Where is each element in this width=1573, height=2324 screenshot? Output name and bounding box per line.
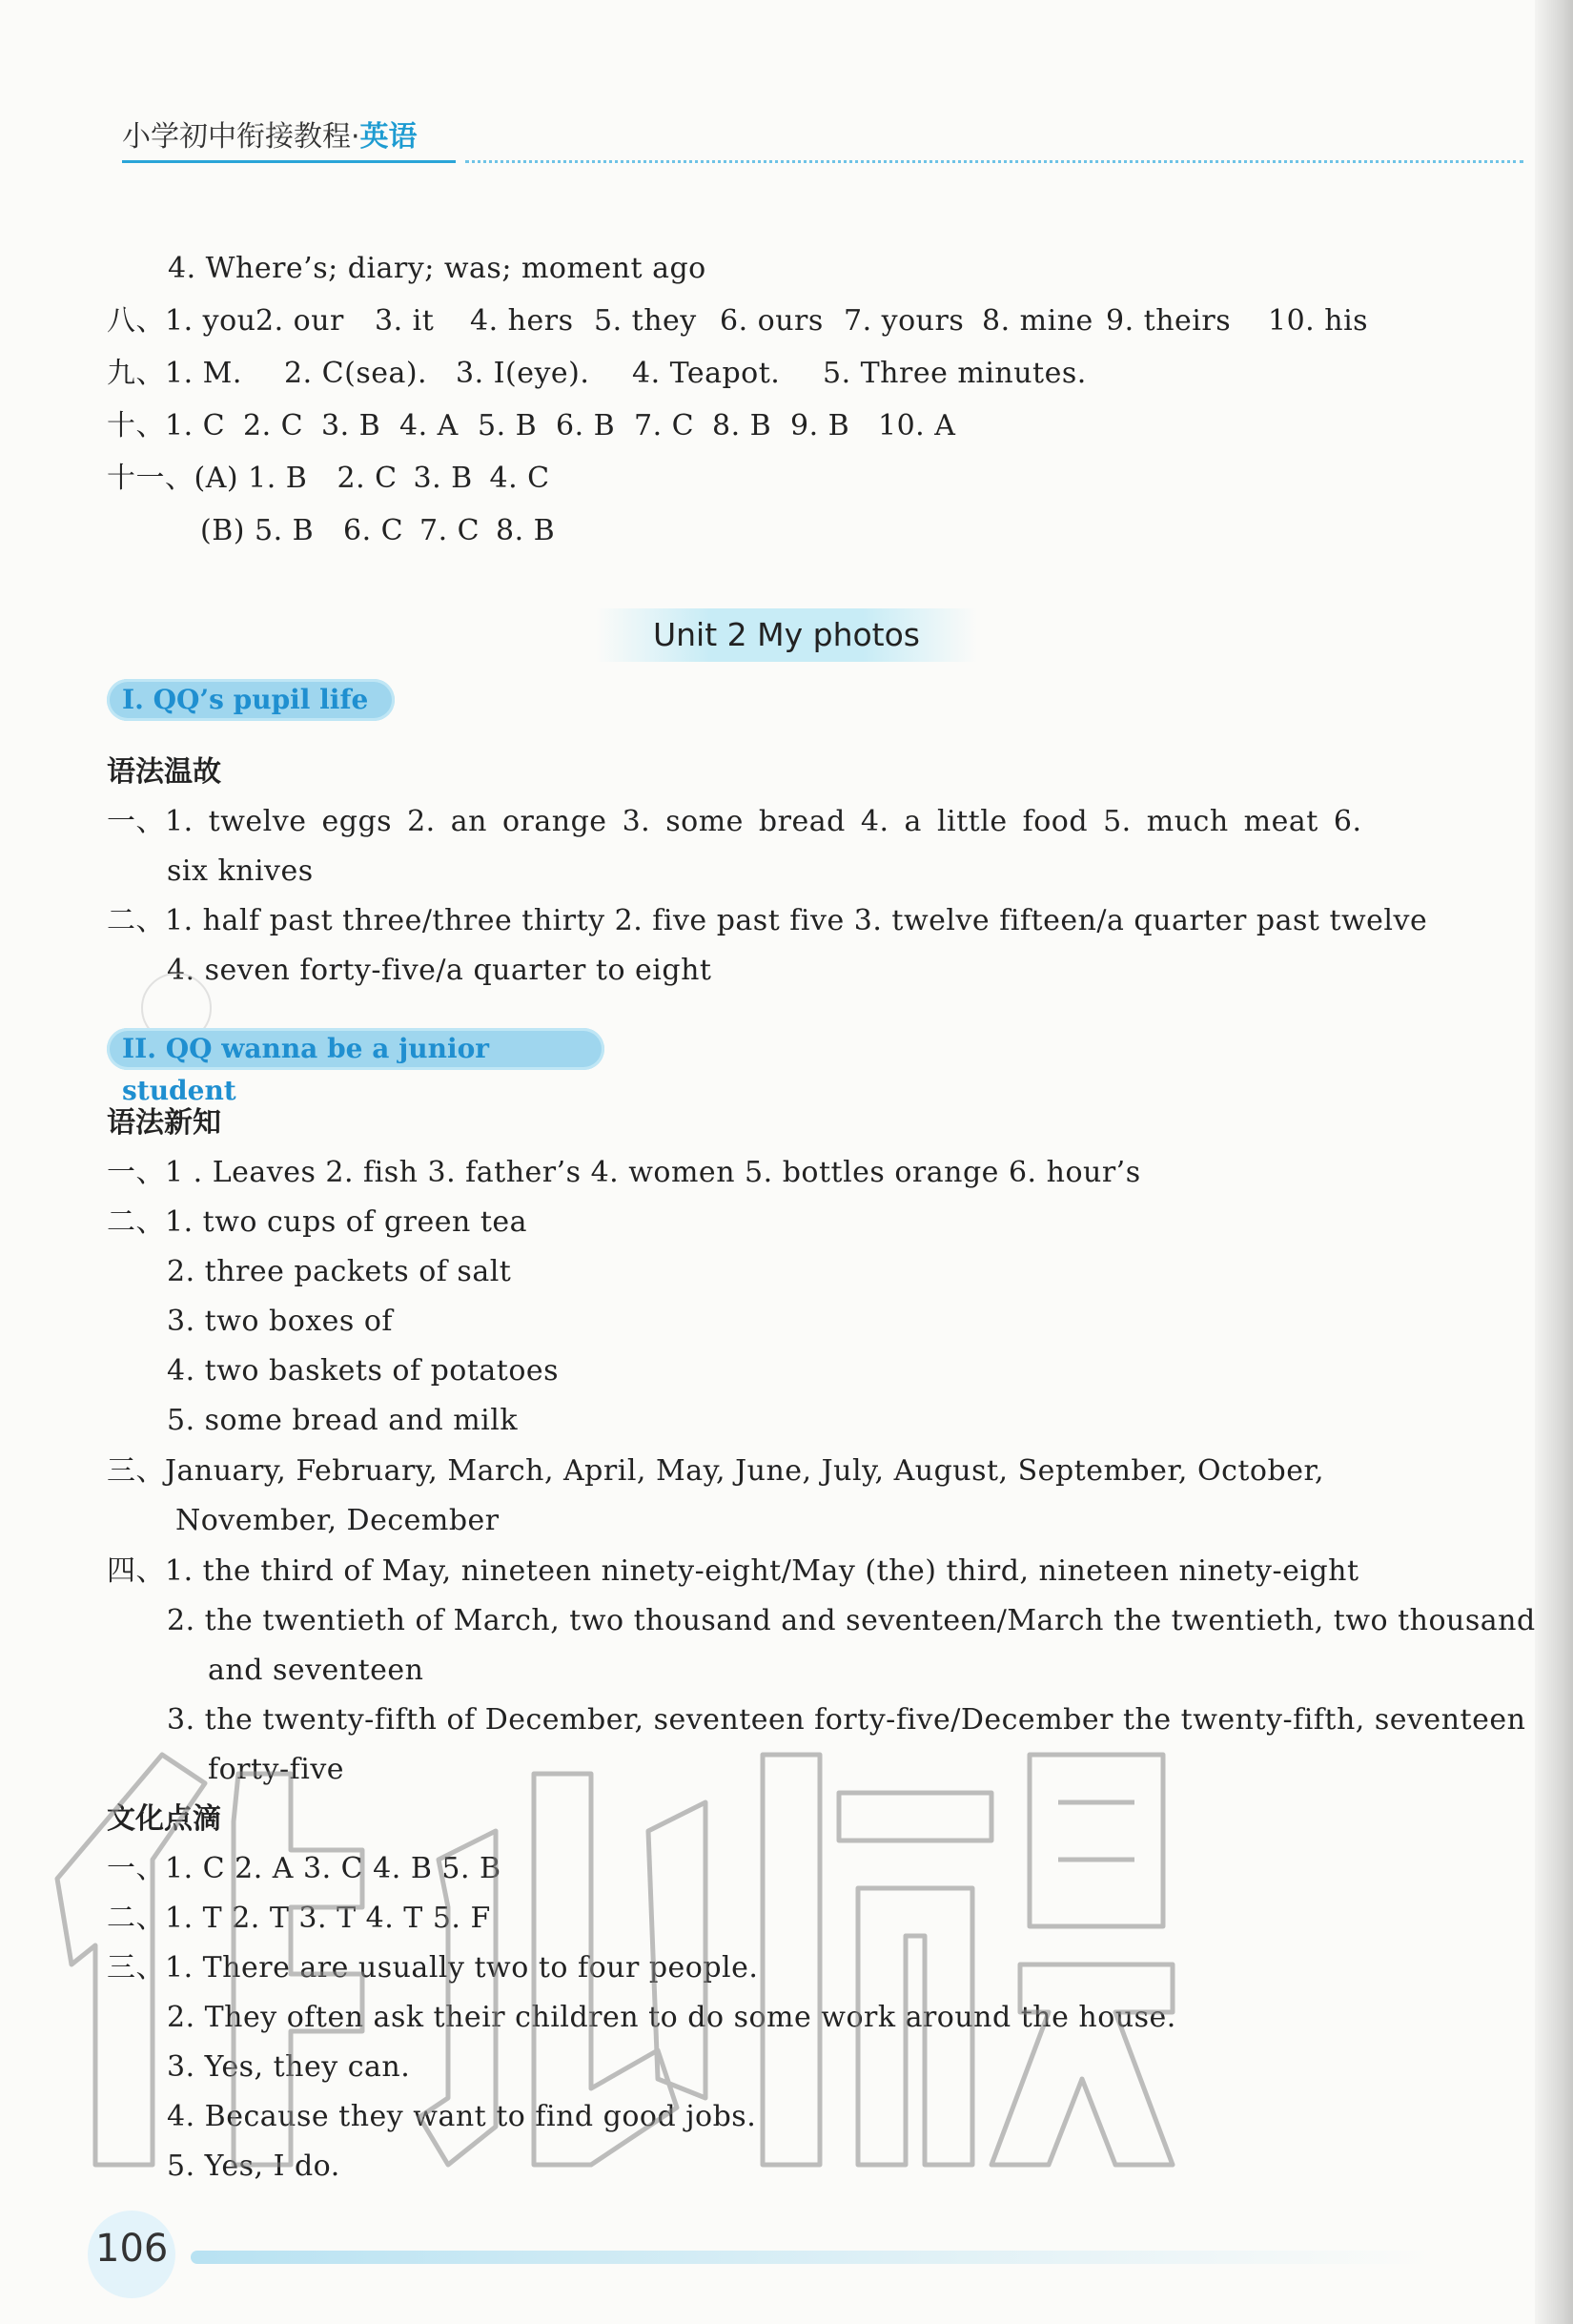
- answer-line: 2. three packets of salt: [167, 1255, 512, 1288]
- answer-line: 5. some bread and milk: [167, 1404, 519, 1437]
- answer-line: 二、1. two cups of green tea: [107, 1205, 528, 1239]
- answer-line: 一、1. twelve eggs 2. an orange 3. some bread 4. a little food 5. much meat 6.: [107, 805, 1362, 838]
- answer-item: 4. C: [489, 462, 550, 495]
- answer-item: 4. Teapot.: [632, 357, 781, 390]
- answer-line: 4. two baskets of potatoes: [167, 1354, 560, 1388]
- unit-title: Unit 2 My photos: [596, 608, 977, 662]
- footer-decoration: [191, 2251, 1430, 2264]
- answer-line: 三、January, February, March, April, May, June, July, August, September, October,: [107, 1454, 1325, 1488]
- answer-line: and seventeen: [208, 1654, 424, 1687]
- answer-line: 4. Because they want to find good jobs.: [167, 2100, 757, 2133]
- answer-item: 5. Three minutes.: [823, 357, 1087, 390]
- answer-line: forty-five: [208, 1753, 345, 1786]
- page-number: 106: [95, 2227, 169, 2271]
- answer-item: 5. B: [478, 409, 538, 442]
- answer-item: 5. they: [594, 304, 697, 338]
- answer-item: (B) 5. B: [200, 514, 315, 547]
- subhead-culture: 文化点滴: [107, 1802, 221, 1836]
- answer-item: 2. C(sea).: [284, 357, 428, 390]
- answer-line: 4. seven forty-five/a quarter to eight: [167, 954, 712, 987]
- answer-item: 1. M.: [165, 357, 242, 390]
- subhead-grammar-new: 语法新知: [107, 1106, 221, 1140]
- answer-line: November, December: [175, 1504, 500, 1537]
- answer-item: 9. theirs: [1106, 304, 1232, 338]
- answer-line: 三、1. There are usually two to four people.: [107, 1951, 759, 1985]
- answer-item: 10. A: [878, 409, 956, 442]
- answer-item: 2. C: [243, 409, 304, 442]
- answer-item: 3. B: [321, 409, 381, 442]
- answer-line: 3. two boxes of: [167, 1305, 394, 1338]
- answer-line-11b: [200, 512, 555, 550]
- answer-item: (A) 1. B: [194, 462, 308, 495]
- answer-item: 6. ours: [720, 304, 824, 338]
- answer-line-11a: 十一、(A) 1. B 2. C 3. B 4. C: [107, 460, 550, 498]
- subhead-grammar-review: 语法温故: [107, 755, 221, 789]
- book-title: 小学初中衔接教程·: [122, 120, 360, 154]
- answer-line: 一、1. C 2. A 3. C 4. B 5. B: [107, 1852, 501, 1885]
- answer-item: 4. A: [399, 409, 459, 442]
- answer-line: 四、1. the third of May, nineteen ninety-eight/May (the) third, nineteen ninety-eight: [107, 1554, 1359, 1588]
- answer-item: 7. yours: [844, 304, 965, 338]
- answer-item: 1. C: [165, 409, 226, 442]
- header-dotted-rule: [465, 160, 1523, 163]
- answer-item: 4. hers: [470, 304, 574, 338]
- answer-item: 8. mine: [982, 304, 1093, 338]
- running-header: [122, 113, 418, 154]
- subject-label: 英语: [359, 120, 418, 154]
- answer-item: 7. C: [634, 409, 695, 442]
- answer-item: 6. C: [343, 514, 404, 547]
- answer-item: 8. B: [496, 514, 556, 547]
- header-rule: [122, 160, 456, 163]
- answer-line: six knives: [167, 854, 314, 888]
- answer-item: 2. C: [337, 462, 398, 495]
- section-tag-pupil-life: I. QQ’s pupil life: [107, 679, 395, 721]
- answer-item: 1. you: [165, 304, 256, 338]
- answer-line: 5. Yes, I do.: [167, 2149, 340, 2183]
- answer-line: 2. the twentieth of March, two thousand and seventeen/March the twentieth, two thousand: [167, 1604, 1536, 1637]
- answer-item: 3. I(eye).: [456, 357, 590, 390]
- answer-line: 3. the twenty-fifth of December, seventeen forty-five/December the twenty-fifth, seventeen: [167, 1703, 1526, 1737]
- answer-item: 8. B: [712, 409, 772, 442]
- answer-line: 二、1. T 2. T 3. T 4. T 5. F: [107, 1902, 491, 1935]
- answer-line: 4. Where’s; diary; was; moment ago: [168, 252, 706, 285]
- answer-item: 9. B: [790, 409, 850, 442]
- answer-line: 一、1 . Leaves 2. fish 3. father’s 4. women 5. bottles orange 6. hour’s: [107, 1156, 1141, 1189]
- answer-line-9: 九、1. M. 2. C(sea). 3. I(eye). 4. Teapot. 5. Three minutes.: [107, 355, 1087, 393]
- answer-item: 10. his: [1268, 304, 1369, 338]
- answer-item: 3. it: [375, 304, 435, 338]
- watermark-image: [38, 1717, 1182, 2212]
- answer-line-8: 八、1. you2. our 3. it 4. hers 5. they 6. ours 7. yours 8. mine 9. theirs 10. his: [107, 302, 1368, 340]
- answer-line: 3. Yes, they can.: [167, 2050, 411, 2084]
- answer-item: 7. C: [419, 514, 480, 547]
- answer-item: 3. B: [413, 462, 473, 495]
- answer-item: 2. our: [255, 304, 344, 338]
- answer-line: 2. They often ask their children to do some work around the house.: [167, 2001, 1176, 2034]
- page-edge-shadow: [1535, 0, 1573, 2324]
- answer-line: 二、1. half past three/three thirty 2. five past five 3. twelve fifteen/a quarter past twelve: [107, 904, 1428, 937]
- answer-item: 6. B: [556, 409, 616, 442]
- answer-line-10: 十、1. C 2. C 3. B 4. A 5. B 6. B 7. C 8. B 9. B 10. A: [107, 407, 955, 445]
- section-tag-junior-student: II. QQ wanna be a junior student: [107, 1028, 604, 1070]
